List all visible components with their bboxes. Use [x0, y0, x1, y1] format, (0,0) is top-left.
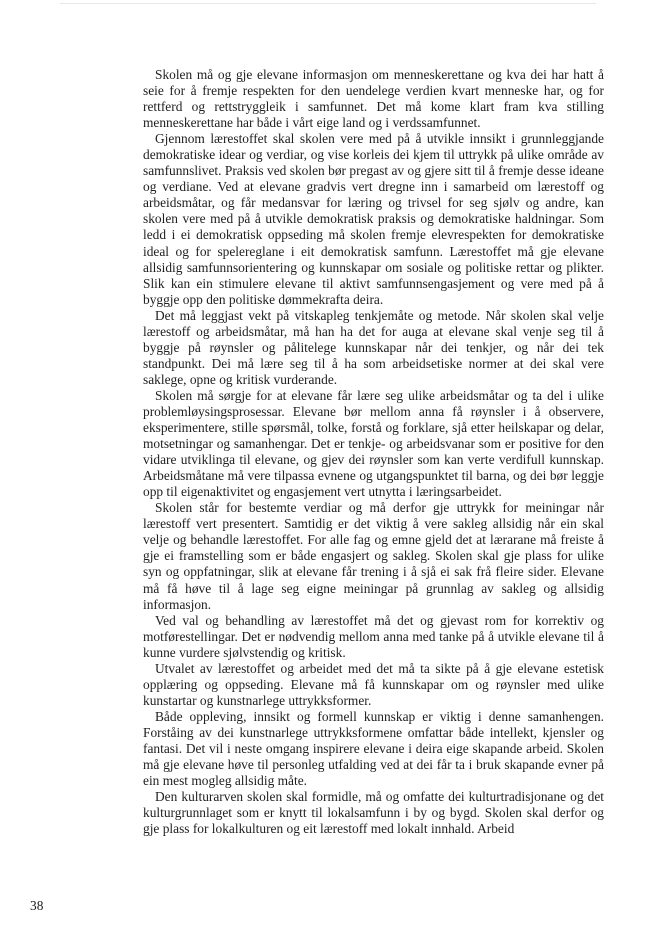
paragraph-3: Det må leggjast vekt på vitskapleg tenkjemåte og metode. Når skolen skal velje lærestoff og arbeidsmåtar, må han ha det for auga at elevane skal venje seg til å byggje på røynsler og pålitelege kunnskapar når dei tenkjer, og når dei tek standpunkt. Dei må lære seg til å ha som arbeidsetiske normer at dei skal vere saklege, opne og kritisk vurderande.: [143, 307, 604, 387]
paragraph-8: Både oppleving, innsikt og formell kunnskap er viktig i denne samanhengen. Forståing av dei kunstnarlege uttrykksformene omfattar både intellekt, kjensler og fantasi. Det vil i neste omgang inspirere elevane i deira eige skapande arbeid. Skolen må gje elevane høve til personleg utfalding ved at dei får ta i bruk skapande evner på ein mest mogleg allsidig måte.: [143, 708, 604, 789]
paragraph-1: Skolen må og gje elevane informasjon om menneskerettane og kva dei har hatt å seie for å fremje respekten for den uendelege verdien kvart menneske har, og for rettferd og rettstryggleik i samfunnet. Det må kome klart fram kva stilling menneskerettane har både i vårt eige land og i verdssamfunnet.: [143, 67, 604, 131]
page-number: 38: [30, 898, 44, 913]
paragraph-6: Ved val og behandling av lærestoffet må det og gjevast rom for korrektiv og motførestellingar. Det er nødvendig mellom anna med tanke på å utvikle elevane til å kunne vurdere sjølvstendig og kritisk.: [143, 612, 604, 660]
top-edge-line: [60, 3, 596, 4]
paragraph-7: Utvalet av lærestoffet og arbeidet med det må ta sikte på å gje elevane estetisk opplæring og oppseding. Elevane må få kunnskapar om og røynsler med ulike kunstartar og kunstnarlege uttrykksformer.: [143, 660, 604, 708]
paragraph-5: Skolen står for bestemte verdiar og må derfor gje uttrykk for meiningar når lærestoff vert presentert. Samtidig er det viktig å vere sakleg allsidig når ein skal velje og behandle lærestoffet. For alle fag og emne gjeld det at lærarane må freiste å gje ei framstelling som er både engasjert og sakleg. Skolen skal gje plass for ulike syn og oppfatningar, slik at elevane får trening i å sjå ei sak frå fleire sider. Elevane må få høve til å lage seg eigne meiningar på grunnlag av sakleg og allsidig informasjon.: [143, 500, 604, 612]
paragraph-2: Gjennom lærestoffet skal skolen vere med på å utvikle innsikt i grunnleggjande demokratiske idear og verdiar, og vise korleis dei kjem til uttrykk på ulike område av samfunnslivet. Praksis ved skolen bør pregast av og gjere sitt til å fremje desse ideane og verdiane. Ved at elevane gradvis vert dregne inn i samarbeid om lærestoff og arbeidsmåtar, og får medansvar for læring og trivsel for seg sjølv og andre, kan skolen vere med på å utvikle demokratisk praksis og demokratiske haldningar. Som ledd i ei demokratisk oppseding må skolen fremje elevrespekten for demokratiske ideal og for spelereglane i eit demokratisk samfunn. Lærestoffet må gje elevane allsidig samfunnsorientering og kunnskapar om sosiale og politiske rettar og plikter. Slik kan ein stimulere elevane til aktivt samfunnsengasjement og vere med på å byggje opp den politiske dømmekrafta deira.: [143, 131, 604, 307]
paragraph-4: Skolen må sørgje for at elevane får lære seg ulike arbeidsmåtar og ta del i ulike problemløysingsprosessar. Elevane bør mellom anna få røynsler i å observere, eksperimentere, stille spørsmål, tolke, forstå og forklare, sjå etter heilskapar og delar, motsetningar og samanhengar. Det er tenkje- og arbeidsvanar som er positive for den vidare utviklinga til elevane, og gjev dei røynsler som kan verte verdifull kunnskap. Arbeidsmåtane må vere tilpassa evnene og utgangspunktet til barna, og dei bør leggje opp til eigenaktivitet og engasjement vert utnytta i læringsarbeidet.: [143, 387, 604, 500]
paragraph-9: Den kulturarven skolen skal formidle, må og omfatte dei kulturtradisjonane og det kulturgrunnlaget som er knytt til lokalsamfunn i by og bygd. Skolen skal derfor og gje plass for lokalkulturen og eit lærestoff med lokalt innhald. Arbeid: [143, 789, 604, 837]
body-text: [143, 67, 604, 837]
